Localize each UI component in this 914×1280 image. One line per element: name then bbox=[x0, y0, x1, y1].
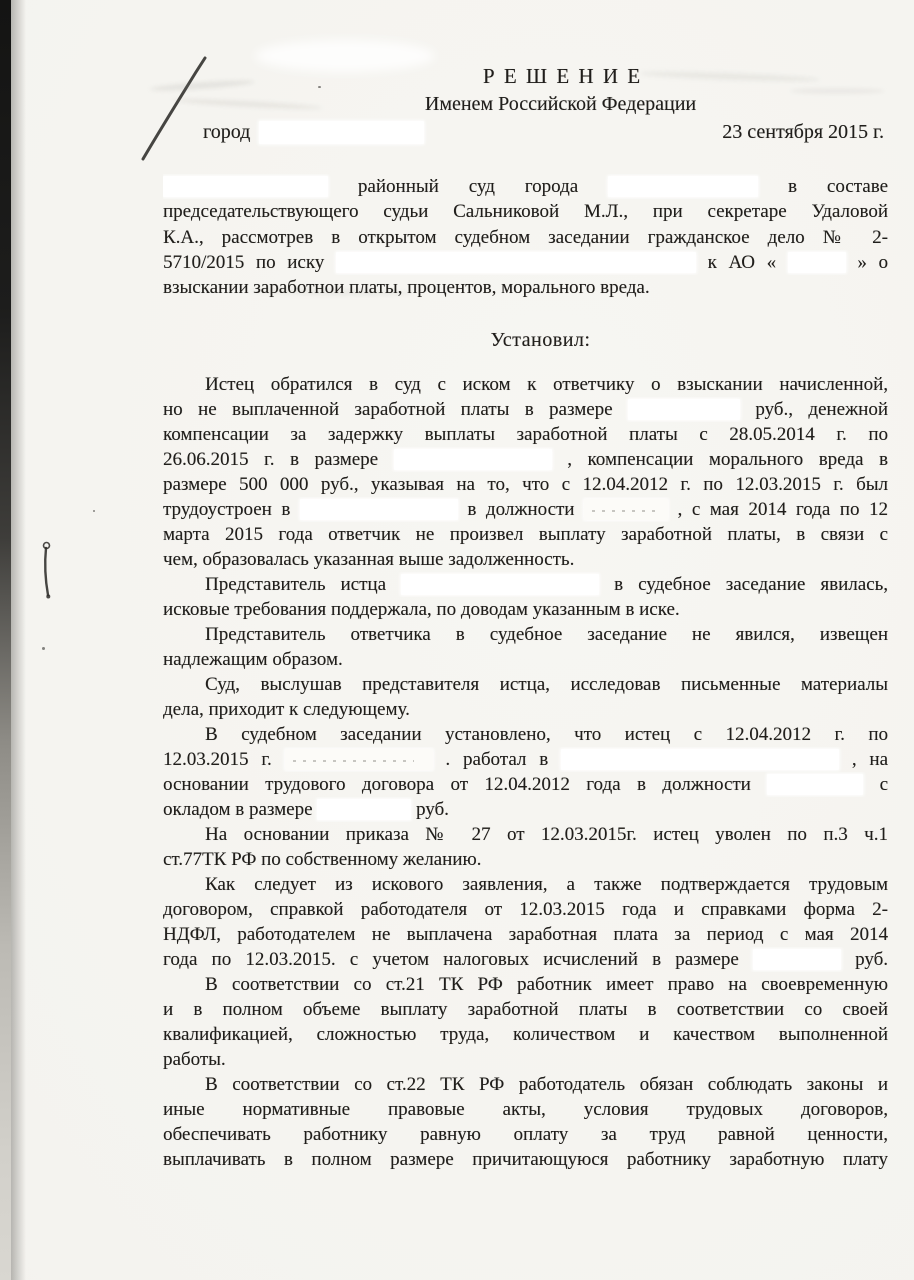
text-segment: руб., денежной bbox=[755, 399, 888, 420]
scan-speck bbox=[93, 510, 95, 512]
redaction-box bbox=[767, 774, 863, 795]
text-line bbox=[163, 497, 888, 522]
text-line bbox=[163, 622, 888, 647]
text-segment: , компенсации морального вреда в bbox=[567, 449, 888, 470]
text-segment: выплачивать в полном размере причитающуюся работнику заработную плату bbox=[163, 1149, 888, 1170]
text-segment: договором, справкой работодателя от 12.03.2015 года и справками форма 2- bbox=[163, 899, 888, 920]
scan-edge-shadow bbox=[0, 0, 11, 1280]
redaction-box bbox=[336, 252, 696, 273]
redaction-box bbox=[561, 749, 839, 770]
text-segment: , на bbox=[851, 749, 888, 770]
text-segment: Представитель ответчика в судебное заседание не явился, извещен bbox=[205, 624, 888, 645]
text-line bbox=[163, 572, 888, 597]
text-segment: чем, образовалась указанная выше задолженность. bbox=[163, 549, 575, 570]
redaction-box bbox=[608, 176, 758, 197]
text-line bbox=[163, 972, 888, 997]
text-segment: 5710/2015 по иску bbox=[163, 251, 325, 273]
text-line bbox=[163, 947, 888, 972]
text-segment: районный суд города bbox=[357, 176, 579, 197]
text-segment: В судебном заседании установлено, что истец с 12.04.2012 г. по bbox=[205, 724, 888, 745]
text-line bbox=[163, 922, 888, 947]
findings-block bbox=[163, 372, 888, 1172]
court-intro-block bbox=[163, 174, 888, 300]
text-segment: руб. bbox=[416, 799, 449, 820]
redaction-box bbox=[394, 449, 552, 470]
text-segment: Истец обратился в суд с иском к ответчику о взыскании начисленной, bbox=[205, 374, 888, 395]
text-segment: года по 12.03.2015. с учетом налоговых исчислений в размере bbox=[163, 949, 739, 970]
text-segment: Суд, выслушав представителя истца, исследовав письменные материалы bbox=[205, 674, 888, 695]
text-segment: Как следует из искового заявления, а также подтверждается трудовым bbox=[205, 874, 888, 895]
text-line bbox=[163, 1047, 888, 1072]
text-line bbox=[163, 225, 888, 250]
text-segment: в составе bbox=[788, 176, 888, 197]
text-line bbox=[163, 199, 888, 224]
redaction-box bbox=[163, 176, 328, 197]
redaction-box bbox=[628, 399, 740, 420]
text-line bbox=[163, 522, 888, 547]
text-line bbox=[163, 1147, 888, 1172]
text-segment: надлежащим образом. bbox=[163, 649, 343, 670]
redaction-box bbox=[285, 749, 433, 770]
text-line bbox=[163, 1122, 888, 1147]
text-segment: компенсации за задержку выплаты заработной платы с 28.05.2014 г. по bbox=[163, 424, 888, 445]
text-line bbox=[163, 747, 888, 772]
redaction-box bbox=[753, 949, 841, 970]
section-heading: Установил: bbox=[490, 329, 591, 351]
text-segment: исковые требования поддержала, по доводам указанным в иске. bbox=[163, 599, 680, 620]
text-line bbox=[163, 1097, 888, 1122]
text-segment: , с мая 2014 года по 12 bbox=[677, 499, 888, 520]
text-segment: 12.03.2015 г. bbox=[163, 749, 272, 770]
text-line bbox=[163, 1072, 888, 1097]
text-line bbox=[163, 772, 888, 797]
text-segment: Представитель истца bbox=[205, 574, 387, 595]
text-line bbox=[163, 250, 888, 275]
text-segment: в судебное заседание явилась, bbox=[614, 574, 888, 595]
text-line bbox=[163, 647, 888, 672]
text-segment: к АО « bbox=[707, 251, 777, 273]
redaction-box bbox=[584, 499, 668, 520]
document-content bbox=[163, 0, 888, 1280]
text-line bbox=[163, 275, 888, 300]
text-segment: работы. bbox=[163, 1049, 226, 1070]
redaction-box bbox=[788, 252, 846, 273]
text-segment: » о bbox=[857, 251, 888, 273]
redaction-box bbox=[259, 121, 424, 144]
text-segment: руб. bbox=[855, 949, 888, 970]
text-line bbox=[163, 1022, 888, 1047]
city-label: город bbox=[203, 121, 251, 143]
text-line bbox=[163, 597, 888, 622]
text-segment: обеспечивать работнику равную оплату за труд равной ценности, bbox=[163, 1124, 888, 1145]
text-segment: в должности bbox=[467, 499, 575, 520]
text-line bbox=[163, 174, 888, 199]
text-segment: квалификацией, сложностью труда, количеством и качеством выполненной bbox=[163, 1024, 888, 1045]
redaction-box bbox=[300, 499, 458, 520]
document-title: Р Е Ш Е Н И Е bbox=[482, 64, 643, 88]
text-line bbox=[163, 397, 888, 422]
scan-edge-fade bbox=[11, 0, 26, 1280]
text-line bbox=[163, 422, 888, 447]
text-line bbox=[163, 997, 888, 1022]
text-line bbox=[163, 447, 888, 472]
text-segment: . работал в bbox=[445, 749, 549, 770]
pen-mark-vertical bbox=[37, 537, 61, 609]
text-line bbox=[163, 822, 888, 847]
text-segment: В соответствии со ст.22 ТК РФ работодатель обязан соблюдать законы и bbox=[205, 1074, 888, 1095]
text-line bbox=[163, 697, 888, 722]
text-segment: На основании приказа № 27 от 12.03.2015г. истец уволен по п.3 ч.1 bbox=[205, 824, 888, 845]
city-date-row bbox=[163, 119, 888, 146]
text-segment: но не выплаченной заработной платы в размере bbox=[163, 399, 613, 420]
decision-date: 23 сентября 2015 г. bbox=[722, 121, 884, 143]
text-line bbox=[163, 722, 888, 747]
document-subtitle: Именем Российской Федерации bbox=[424, 93, 697, 115]
redaction-box bbox=[317, 799, 411, 820]
text-segment: размере 500 000 руб., указывая на то, что с 12.04.2012 г. по 12.03.2015 г. был bbox=[163, 474, 888, 495]
text-segment: марта 2015 года ответчик не произвел выплату заработной платы, в связи с bbox=[163, 524, 888, 545]
text-segment: ст.77ТК РФ по собственному желанию. bbox=[163, 849, 482, 870]
text-line bbox=[163, 847, 888, 872]
text-line bbox=[163, 897, 888, 922]
text-segment: 26.06.2015 г. в размере bbox=[163, 449, 379, 470]
text-segment: основании трудового договора от 12.04.2012 года в должности bbox=[163, 774, 751, 795]
text-segment: взыскании заработнои платы, процентов, морального вреда. bbox=[163, 277, 650, 299]
text-line bbox=[163, 872, 888, 897]
text-segment: иные нормативные правовые акты, условия трудовых договоров, bbox=[163, 1099, 888, 1120]
text-line bbox=[163, 472, 888, 497]
text-segment: В соответствии со ст.21 ТК РФ работник имеет право на своевременную bbox=[205, 974, 888, 995]
text-line bbox=[163, 797, 888, 822]
text-segment: дела, приходит к следующему. bbox=[163, 699, 410, 720]
scan-speck bbox=[42, 647, 45, 650]
text-line bbox=[163, 672, 888, 697]
text-segment: НДФЛ, работодателем не выплачена заработная плата за период с мая 2014 bbox=[163, 924, 888, 945]
text-line bbox=[163, 372, 888, 397]
text-segment: К.А., рассмотрев в открытом судебном заседании гражданское дело № 2- bbox=[163, 226, 888, 248]
text-segment: и в полном объеме выплату заработной платы в соответствии со своей bbox=[163, 999, 888, 1020]
text-segment: председательствующего судьи Сальниковой М.Л., при секретаре Удаловой bbox=[163, 201, 888, 223]
text-line bbox=[163, 547, 888, 572]
text-segment: окладом в размере bbox=[163, 799, 313, 820]
text-segment: трудоустроен в bbox=[163, 499, 291, 520]
text-segment: с bbox=[879, 774, 888, 795]
redaction-box bbox=[401, 574, 599, 595]
